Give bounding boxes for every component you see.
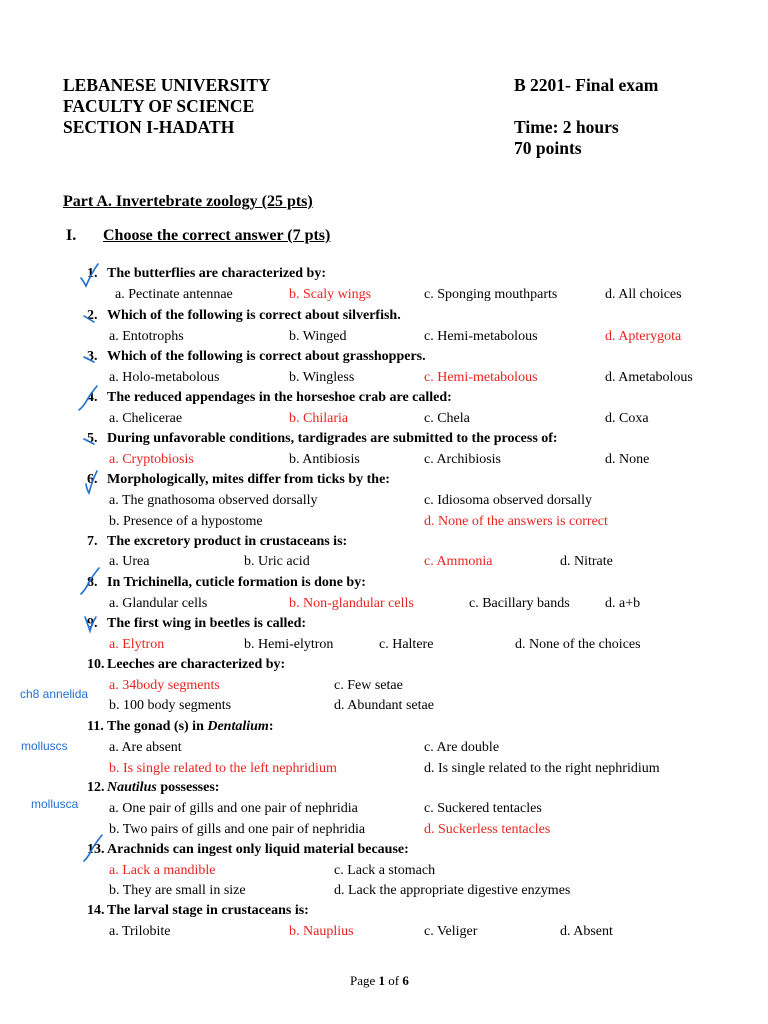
question-1: 1. The butterflies are characterized by: xyxy=(87,266,327,281)
option-correct: d. Suckerless tentacles xyxy=(424,822,551,837)
option: c. Few setae xyxy=(334,678,403,693)
option-correct: d. None of the answers is correct xyxy=(424,514,608,529)
option: c. Lack a stomach xyxy=(334,863,436,878)
option-correct: a. Elytron xyxy=(109,637,165,652)
option: b. Wingless xyxy=(289,370,355,385)
option-correct: d. Apterygota xyxy=(605,329,682,344)
option: b. Winged xyxy=(289,329,347,344)
question-11: 11. The gonad (s) in Dentalium: xyxy=(87,719,274,734)
option: a. Pectinate antennae xyxy=(115,287,233,302)
question-10: 10. Leeches are characterized by: xyxy=(87,657,286,672)
header-university: LEBANESE UNIVERSITY xyxy=(63,75,271,95)
margin-note: molluscs xyxy=(21,739,68,753)
option: a. The gnathosoma observed dorsally xyxy=(109,493,318,508)
question-9: 9. The first wing in beetles is called: xyxy=(87,616,307,631)
option: b. Two pairs of gills and one pair of nephridia xyxy=(109,822,366,837)
question-7: 7. The excretory product in crustaceans is: xyxy=(87,534,348,549)
option: b. Hemi-elytron xyxy=(244,637,334,652)
option: c. Chela xyxy=(424,411,470,426)
option: a. Are absent xyxy=(109,740,182,755)
option: d. Nitrate xyxy=(560,554,613,569)
option-correct: a. Cryptobiosis xyxy=(109,452,194,467)
option-correct: b. Is single related to the left nephridium xyxy=(109,761,337,776)
question-13: 13. Arachnids can ingest only liquid material because: xyxy=(87,842,409,857)
margin-note: ch8 annelida xyxy=(20,687,89,701)
option: d. None xyxy=(605,452,650,467)
option-correct: b. Nauplius xyxy=(289,924,354,939)
part-a-title: Part A. Invertebrate zoology (25 pts) xyxy=(63,193,313,210)
margin-note: mollusca xyxy=(31,797,79,811)
option-correct: b. Scaly wings xyxy=(289,287,372,302)
option: c. Archibiosis xyxy=(424,452,501,467)
option: c. Haltere xyxy=(379,637,434,652)
option: d. Absent xyxy=(560,924,613,939)
question-8: 8. In Trichinella, cuticle formation is done by: xyxy=(87,575,366,590)
page-footer: Page 1 of 6 xyxy=(350,973,409,988)
check-mark-icon xyxy=(84,316,94,322)
question-5: 5. During unfavorable conditions, tardigrades are submitted to the process of: xyxy=(87,431,558,446)
option: b. Uric acid xyxy=(244,554,310,569)
check-mark-icon xyxy=(86,471,97,493)
option: c. Veliger xyxy=(424,924,478,939)
question-12: 12. Nautilus possesses: xyxy=(87,780,220,795)
option: d. Ametabolous xyxy=(605,370,693,385)
check-mark-icon xyxy=(85,617,96,631)
option: a. Entotrophs xyxy=(109,329,184,344)
check-mark-icon xyxy=(84,439,94,444)
option-correct: c. Hemi-metabolous xyxy=(424,370,538,385)
option: c. Idiosoma observed dorsally xyxy=(424,493,592,508)
option: d. None of the choices xyxy=(515,637,641,652)
option: d. Is single related to the right nephridium xyxy=(424,761,660,776)
option: d. Lack the appropriate digestive enzymes xyxy=(334,883,571,898)
option: b. They are small in size xyxy=(109,883,246,898)
header-time: Time: 2 hours xyxy=(514,117,619,137)
option: a. One pair of gills and one pair of nephridia xyxy=(109,801,358,816)
header-points: 70 points xyxy=(514,138,582,158)
header-faculty: FACULTY OF SCIENCE xyxy=(63,96,255,116)
option: c. Sponging mouthparts xyxy=(424,287,558,302)
option: a. Holo-metabolous xyxy=(109,370,220,385)
option: b. 100 body segments xyxy=(109,698,232,713)
option: a. Glandular cells xyxy=(109,596,208,611)
question-4: 4. The reduced appendages in the horseshoe crab are called: xyxy=(87,390,452,405)
option: d. All choices xyxy=(605,287,682,302)
option-correct: a. Lack a mandible xyxy=(109,863,216,878)
header-course: B 2201- Final exam xyxy=(514,75,659,95)
option: d. Abundant setae xyxy=(334,698,434,713)
option-correct: a. 34body segments xyxy=(109,678,220,693)
question-14: 14. The larval stage in crustaceans is: xyxy=(87,903,309,918)
option-correct: b. Chilaria xyxy=(289,411,349,426)
header-section: SECTION I-HADATH xyxy=(63,117,235,137)
question-6: 6. Morphologically, mites differ from ticks by the: xyxy=(87,472,390,487)
section-number: I. xyxy=(66,227,77,244)
check-mark-icon xyxy=(79,386,97,410)
option: d. Coxa xyxy=(605,411,649,426)
option: a. Chelicerae xyxy=(109,411,183,426)
option-correct: b. Non-glandular cells xyxy=(289,596,414,611)
check-mark-icon xyxy=(81,568,99,594)
check-mark-icon xyxy=(84,357,94,362)
option: a. Trilobite xyxy=(109,924,171,939)
option: b. Antibiosis xyxy=(289,452,360,467)
check-mark-icon xyxy=(84,835,102,861)
option: c. Bacillary bands xyxy=(469,596,570,611)
check-mark-icon xyxy=(81,264,98,286)
question-3: 3. Which of the following is correct about grasshoppers. xyxy=(87,349,426,364)
section-title: Choose the correct answer (7 pts) xyxy=(103,227,331,244)
question-2: 2. Which of the following is correct about silverfish. xyxy=(87,308,401,323)
option: c. Are double xyxy=(424,740,500,755)
option: c. Hemi-metabolous xyxy=(424,329,538,344)
option: a. Urea xyxy=(109,554,150,569)
option: c. Suckered tentacles xyxy=(424,801,542,816)
option: b. Presence of a hypostome xyxy=(109,514,263,529)
option: d. a+b xyxy=(605,596,641,611)
option-correct: c. Ammonia xyxy=(424,554,493,569)
